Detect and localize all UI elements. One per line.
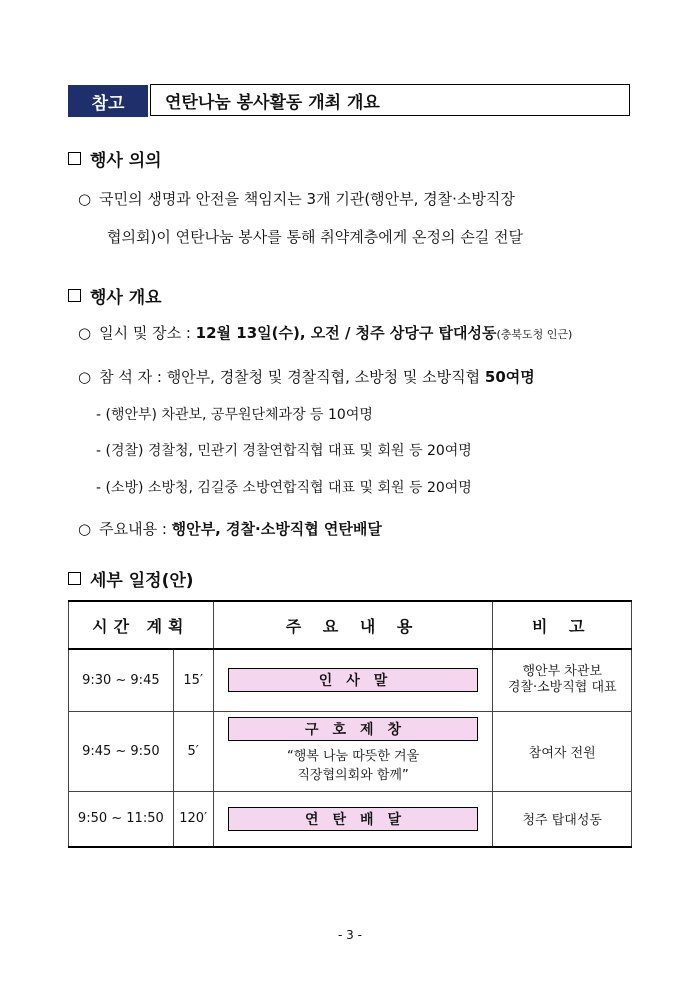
header-note: 비 고	[493, 601, 632, 649]
section-title: 세부 일정(안)	[90, 571, 194, 591]
item-box: 인사말	[228, 668, 478, 692]
note-cell: 청주 탑대성동	[493, 791, 632, 847]
time-cell: 9:45 ~ 9:50	[69, 711, 174, 791]
table-row	[69, 791, 632, 847]
circle-bullet-icon: ○	[78, 324, 92, 342]
time-cell: 9:30 ~ 9:45	[69, 649, 174, 711]
content-cell	[213, 791, 493, 847]
time-cell: 9:50 ~ 11:50	[69, 791, 174, 847]
attendee-detail-3: - (소방) 소방청, 김길중 소방연합직협 대표 및 회원 등 20여명	[96, 480, 472, 496]
table-header-row	[69, 601, 632, 649]
section-schedule-heading	[68, 566, 194, 591]
section-purpose-heading	[68, 146, 162, 171]
section-title: 행사 의의	[90, 151, 162, 171]
duration-cell: 5′	[173, 711, 213, 791]
circle-bullet-icon: ○	[78, 368, 92, 386]
section-title: 행사 개요	[90, 288, 162, 308]
duration-cell: 120′	[173, 791, 213, 847]
purpose-line-2: 협의회)이 연탄나눔 봉사를 통해 취약계층에게 온정의 손길 전달	[107, 228, 523, 246]
attendees-line: ○ 참 석 자 : 행안부, 경찰청 및 경찰직협, 소방청 및 소방직협 50여명	[78, 368, 535, 386]
note-cell: 참여자 전원	[493, 711, 632, 791]
table-row	[69, 649, 632, 711]
square-bullet-icon	[68, 289, 81, 302]
content-cell	[213, 711, 493, 791]
circle-bullet-icon: ○	[78, 190, 92, 208]
content-cell	[213, 649, 493, 711]
page-title: 연탄나눔 봉사활동 개최 개요	[150, 84, 630, 116]
attendee-detail-2: - (경찰) 경찰청, 민관기 경찰연합직협 대표 및 회원 등 20여명	[96, 443, 472, 459]
item-box: 구호제창	[228, 717, 478, 741]
date-location-line: ○ 일시 및 장소 : 12월 13일(수), 오전 / 청주 상당구 탑대성동(충북도청 인근)	[78, 324, 573, 342]
table-row	[69, 711, 632, 791]
square-bullet-icon	[68, 152, 81, 165]
main-content-line: ○ 주요내용 : 행안부, 경찰·소방직협 연탄배달	[78, 520, 382, 538]
duration-cell: 15′	[173, 649, 213, 711]
section-overview-heading	[68, 283, 162, 308]
square-bullet-icon	[68, 572, 81, 585]
reference-badge: 참고	[68, 85, 148, 117]
header-content: 주 요 내 용	[213, 601, 493, 649]
purpose-line-1: ○ 국민의 생명과 안전을 책임지는 3개 기관(행안부, 경찰·소방직장	[78, 190, 515, 208]
slogan-text: “행복 나눔 따뜻한 겨울 직장협의회와 함께”	[286, 749, 420, 783]
header-time: 시간 계획	[69, 601, 214, 649]
circle-bullet-icon: ○	[78, 520, 92, 538]
page-number: - 3 -	[338, 928, 362, 942]
attendee-detail-1: - (행안부) 차관보, 공무원단체과장 등 10여명	[96, 407, 373, 423]
schedule-table	[68, 600, 632, 848]
item-box: 연탄배달	[228, 807, 478, 831]
note-cell: 행안부 차관보 경찰·소방직협 대표	[493, 649, 632, 711]
